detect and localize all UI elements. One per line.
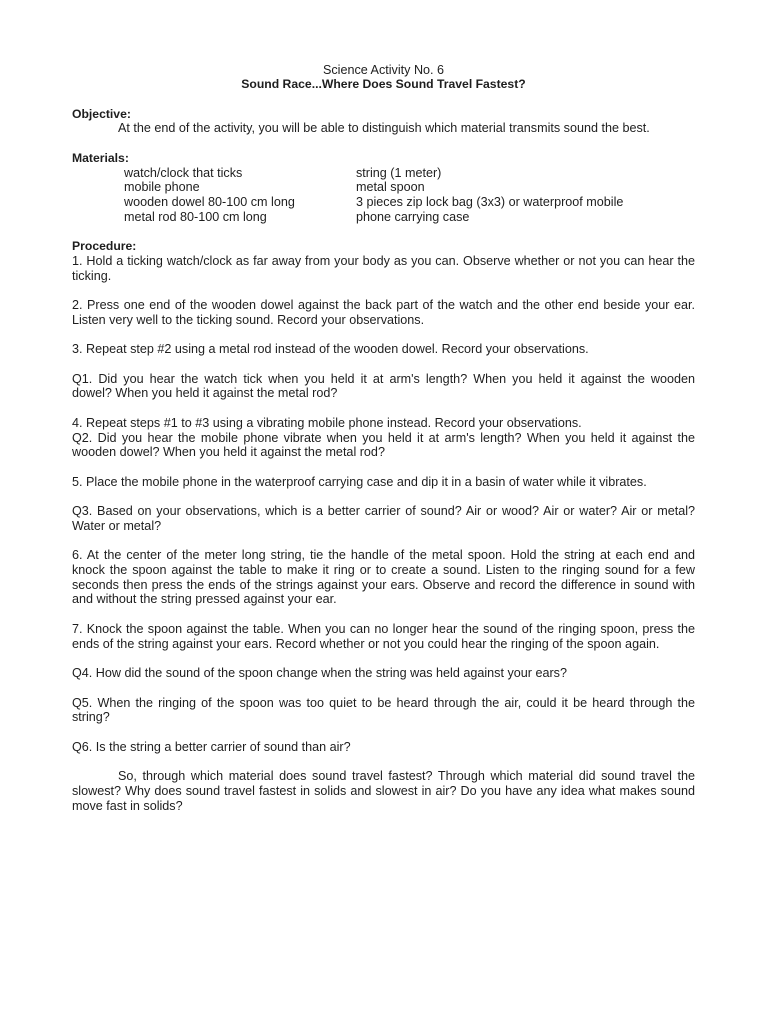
material-item: mobile phone [124, 180, 200, 195]
text-line: knock the spoon against the table to make it ring or to create a sound. Listen to the ringing sound for a few [72, 563, 695, 578]
activity-number: Science Activity No. 6 [322, 62, 445, 77]
question-q5 [72, 696, 695, 725]
material-item: metal rod 80-100 cm long [124, 209, 267, 224]
material-item: 3 pieces zip lock bag (3x3) or waterproof mobile [356, 195, 624, 210]
text-line: 7. Knock the spoon against the table. When you can no longer hear the sound of the ringing spoon, press the [72, 621, 695, 636]
question-q3 [72, 504, 695, 533]
text-line: Q3. Based on your observations, which is a better carrier of sound? Air or wood? Air or water? Air or metal? [72, 504, 695, 519]
materials-row [72, 210, 695, 225]
question-q1 [72, 372, 695, 401]
text-line: Listen very well to the ticking sound. Record your observations. [72, 312, 425, 327]
text-line: move fast in solids? [72, 798, 183, 813]
document-body [72, 63, 695, 814]
activity-title: Sound Race...Where Does Sound Travel Fastest? [241, 77, 526, 92]
material-item: wooden dowel 80-100 cm long [124, 195, 295, 210]
procedure-step-3 [72, 342, 695, 357]
objective-text: At the end of the activity, you will be able to distinguish which material transmits sound the best. [118, 121, 650, 136]
text-line: Q4. How did the sound of the spoon change when the string was held against your ears? [72, 666, 567, 681]
text-line: wooden dowel? When you held it against the metal rod? [72, 445, 385, 460]
text-line: and without the string pressed against your ear. [72, 592, 337, 607]
text-line: Q2. Did you hear the mobile phone vibrate when you held it at arm's length? When you held it against the [72, 430, 695, 445]
text-line: 6. At the center of the meter long string, tie the handle of the metal spoon. Hold the string at each end and [72, 548, 695, 563]
procedure-step-2 [72, 298, 695, 327]
procedure-step-1 [72, 254, 695, 283]
materials-row [72, 180, 695, 195]
text-line: Q6. Is the string a better carrier of sound than air? [72, 739, 351, 754]
text-line: ends of the string against your ears. Record whether or not you could hear the ringing of the spoon again. [72, 636, 660, 651]
question-q2 [72, 431, 695, 460]
materials-row [72, 195, 695, 210]
material-item: string (1 meter) [356, 165, 442, 180]
question-q6 [72, 740, 695, 755]
procedure-step-7 [72, 622, 695, 651]
material-item: metal spoon [356, 180, 425, 195]
text-line: Q1. Did you hear the watch tick when you held it at arm's length? When you held it against the wooden [72, 371, 695, 386]
text-line: 1. Hold a ticking watch/clock as far away from your body as you can. Observe whether or not you can hear the [72, 253, 695, 268]
text-line: seconds then press the ends of the strings against your ears. Observe and record the difference in sound with [72, 577, 695, 592]
material-item: phone carrying case [356, 209, 470, 224]
text-line: Q5. When the ringing of the spoon was too quiet to be heard through the air, could it be heard through the [72, 695, 695, 710]
procedure-heading: Procedure: [72, 239, 137, 254]
text-line: So, through which material does sound travel fastest? Through which material did sound travel the [118, 769, 695, 784]
text-line: 4. Repeat steps #1 to #3 using a vibrating mobile phone instead. Record your observations. [72, 415, 582, 430]
materials-row [72, 166, 695, 181]
text-line: ticking. [72, 268, 112, 283]
text-line: Water or metal? [72, 518, 162, 533]
text-line: dowel? When you held it against the metal rod? [72, 386, 338, 401]
text-line: 3. Repeat step #2 using a metal rod instead of the wooden dowel. Record your observations. [72, 342, 589, 357]
closing-paragraph [72, 769, 695, 813]
procedure-step-6 [72, 548, 695, 607]
procedure-step-4 [72, 416, 695, 431]
text-line: 5. Place the mobile phone in the waterproof carrying case and dip it in a basin of water while it vibrates. [72, 474, 647, 489]
text-line: slowest? Why does sound travel fastest in solids and slowest in air? Do you have any idea what makes sound [72, 783, 695, 798]
objective-section [72, 107, 695, 136]
question-q4 [72, 666, 695, 681]
procedure-section [72, 239, 695, 754]
materials-heading: Materials: [72, 150, 129, 165]
text-line: string? [72, 710, 110, 725]
materials-section [72, 151, 695, 225]
materials-list [72, 166, 695, 225]
text-line: 2. Press one end of the wooden dowel against the back part of the watch and the other end beside your ear. [72, 298, 695, 313]
material-item: watch/clock that ticks [124, 165, 243, 180]
procedure-step-5 [72, 475, 695, 490]
objective-heading: Objective: [72, 106, 131, 121]
